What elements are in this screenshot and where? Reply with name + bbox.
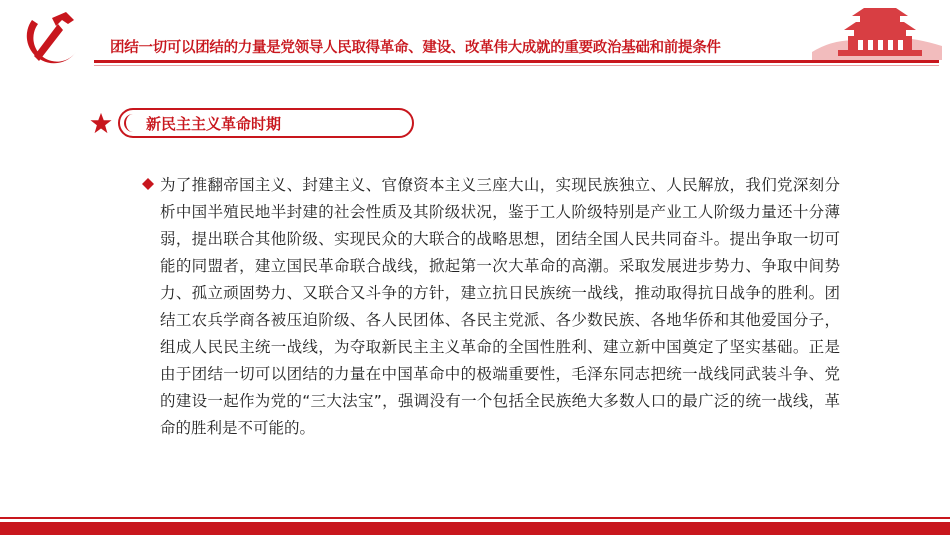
header-divider-thin xyxy=(94,65,939,66)
page-title: 团结一切可以团结的力量是党领导人民取得革命、建设、改革伟大成就的重要政治基础和前提条件 xyxy=(110,40,721,56)
party-emblem-icon xyxy=(12,6,94,72)
section-title: 新民主主义革命时期 xyxy=(146,115,282,133)
diamond-bullet-icon xyxy=(142,178,154,190)
header-divider xyxy=(94,60,939,63)
body-paragraph: 为了推翻帝国主义、封建主义、官僚资本主义三座大山，实现民族独立、人民解放，我们党深刻分析中国半殖民地半封建的社会性质及其阶级状况，鉴于工人阶级特别是产业工人阶级力量还十分薄弱，提出联合其他阶级、实现民众的大联合的战略思想，团结全国人民共同奋斗。提出争取一切可能的同盟者，建立国民革命联合战线，掀起第一次大革命的高潮。采取发展进步势力、争取中间势力、孤立顽固势力、又联合又斗争的方针，建立抗日民族统一战线，推动取得抗日战争的胜利。团结工农兵学商各被压迫阶级、各人民团体、各民主党派、各少数民族、各地华侨和其他爱国分子，组成人民民主统一战线，为夺取新民主主义革命的全国性胜利、建立新中国奠定了坚实基础。正是由于团结一切可以团结的力量在中国革命中的极端重要性，毛泽东同志把统一战线同武装斗争、党的建设一起作为党的“三大法宝”，强调没有一个包括全民族绝大多数人口的最广泛的统一战线，革命的胜利是不可能的。 xyxy=(160,176,840,437)
star-icon xyxy=(90,112,112,134)
footer-bar xyxy=(0,522,950,535)
footer-divider xyxy=(0,517,950,519)
tiananmen-icon xyxy=(808,2,946,60)
